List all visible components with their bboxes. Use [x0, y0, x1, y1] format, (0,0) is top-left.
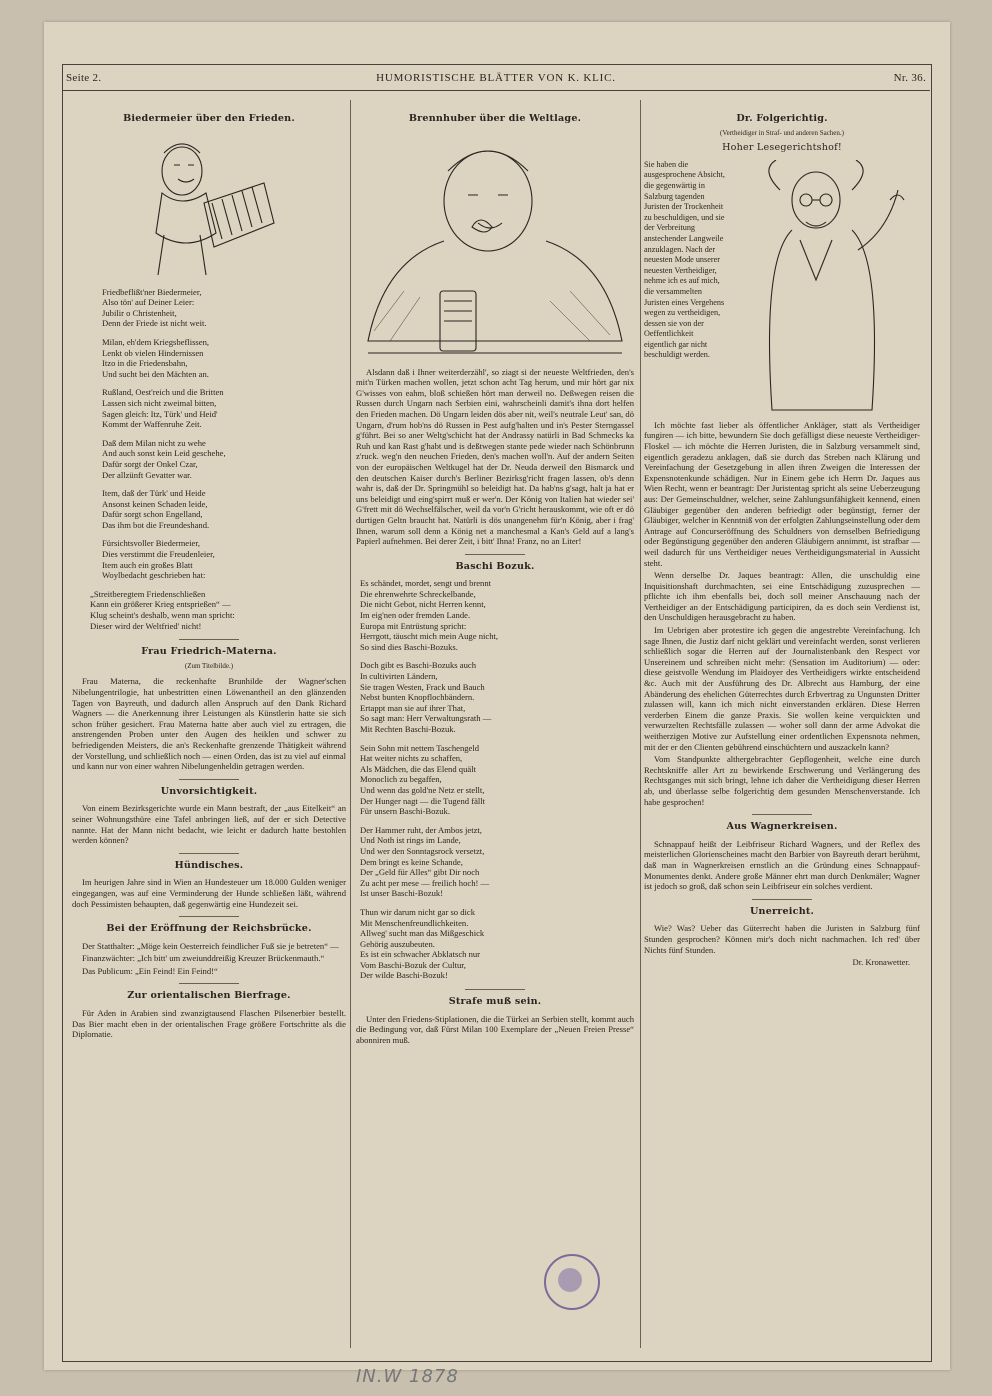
article-title: Aus Wagnerkreisen. [726, 821, 838, 833]
poem-stanza: Daß dem Milan nicht zu wehe And auch sonst kein Leid geschehe, Dafür sorgt der Onkel Czar, Der allzünft Gevatter war. [102, 437, 226, 480]
paragraph: Schnappauf heißt der Leibfriseur Richard Wagners, und der Reflex des meisterlichen Glorienscheines macht den Barbier von Bayreuth derart berühmt, daß man in Wagnerkreisen ernstlich an die Gründung eines Schnappauf-Monumentes denkt. Andere große Männer ehrt man durch Denkmäler; Wagner ist jedoch so groß, daß schon sein Leibfriseur ein solches verdient. [644, 838, 920, 892]
wrap-block [644, 160, 920, 420]
poem-stanza: Es schändet, mordet, sengt und brennt Die ehrenwehrte Schreckelbande, Die nicht Gebot, nicht Herren kennt, Im eig'nen oder fremden Lande. Europa mit Entrüstung spricht: Herrgott, täuscht mich mein Auge nicht, So sind dies Baschi-Bozuks. [360, 578, 499, 652]
poem-stanza: Sein Sohn mit nettem Taschengeld Hat weiter nichts zu schaffen, Als Mädchen, die das Elend quält Monoclich zu begaffen, Und wenn das gold'ne Netz er stellt, Der Hunger nagt — die Tugend fällt Für unsern Baschi-Bozuk. [360, 742, 486, 817]
paragraph: Von einem Bezirksgerichte wurde ein Mann bestraft, der „aus Eitelkeit“ an seiner Wohnungsthüre eine Tafel anbringen ließ, auf der er sich Detective nannte. Hat der Mann nicht bedacht, wie leicht er dadurch hatte bestohlen werden können? [72, 803, 346, 846]
column-2 [356, 110, 634, 1047]
column-divider [350, 100, 351, 1348]
poem-stanza: „Streitberegtem Friedenschließen Kann ein größerer Krieg entsprießen“ — Klug scheint's deshalb, wenn man spricht: Dieser wird der Weltfried' nicht! [90, 588, 235, 631]
accordion-player-icon [134, 131, 284, 281]
divider [179, 853, 239, 854]
paragraph: Alsdann daß i Ihner weiterderzähl', so ziagt si der neueste Weltfrieden, den's mit'n Türken machen wollen, jetzt schon acht Tag herum, und mir hört gar nix G'wisses von eahm, bloß schießen hört man derweil no. Deßwegen reisen die Russen durch Ungarn nach Serbien eini, wahrscheinli damit's ihna dort helfen den Frieden machen. Dö Ungarn leiden dös aber nit, weil's neutrale Leut' san, dö Ungarn, d'rum hob'ns dö Russen in Pest aufg'halten und in's Pester Sterngassel g'führt. Bei so aner Weltg'schicht hat der Andrassy natürli in Bad Schmecks ka Ruh und kan Rast g'habt und is deßtwegen stante pede wieder nach Schönbrunn z'ruck. weg'n den neuchen Frieden, den's machen woll'n. Auf der andern Seiten von der europäischen Weltkugel hat der Dr. Neuda derweil den Bismarck und den deutschen Kaiser durch's Berliner Bezirksg'richt fragen lassen, ob's denn wahr is, daß der Dr. Springmühl so beleidigt hat. Da hab'ns g'sagt, halt ja hat er uns beleidigt und eing'spirrt muß er wer'n. Der König von Italien hat wieder sei' G'frett mit dö Wechselfälscher, weil da vor'n G'richt herauskommt, wie oft er dö durtigen Geltn braucht hat. Natürli is dös unangenehm für'n König, aber i frag' Ihnen, warum soll denn a König net a manchesmal a Kan's Geld auf a lang's Papierl aufnehmen. Bei derer Zeit, i bitt' Ihna! Franz, no an Liter! [356, 366, 634, 547]
paragraph: Wenn derselbe Dr. Jaques beantragt: Allen, die unschuldig eine Inquisitionshaft durchmachten, sei eine Entschädigung zuzusprechen — pflichte ich ihm ebenfalls bei, doch soll meiner Anschauung nach der Vertheidiger an der Entschädigung participiren, da es doch sein Verdienst ist, den Unschuldigen herausgebracht zu haben. [644, 570, 920, 623]
poem-stanza: Milan, eh'dem Kriegsbeflissen, Lenkt ob vielen Hindernissen Itzo in die Friedensbahn, Und sucht bei den Mächten an. [102, 336, 210, 379]
paragraph: Finanzwächter: „Ich bitt' um zweiunddreißig Kreuzer Brückenmauth.“ [82, 953, 325, 964]
beer-drinker-icon [360, 131, 630, 361]
paragraph: Wie? Was? Ueber das Güterrecht haben die Juristen in Salzburg fünf Stunden gesprochen? Können mir's doch nicht nachmachen. Ich red' über Nichts fünf Stunden. [644, 923, 920, 955]
article-title: Baschi Bozuk. [455, 560, 535, 572]
article-title: Unvorsichtigkeit. [160, 785, 258, 797]
publication-title: HUMORISTISCHE BLÄTTER VON K. KLIC. [376, 72, 616, 84]
paragraph: Für Aden in Arabien sind zwanzigtausend Flaschen Pilsenerbier bestellt. Das Bier macht eben in der orientalischen Frage größere Fortschritte als die Diplomatie. [72, 1008, 346, 1040]
salutation: Hoher Lesegerichtshof! [722, 142, 842, 154]
library-stamp-icon [544, 1254, 600, 1310]
article-title: Zur orientalischen Bierfrage. [127, 990, 291, 1002]
paragraph: Das Publicum: „Ein Feind! Ein Feind!“ [82, 965, 218, 976]
divider [465, 554, 525, 555]
article-title: Hündisches. [174, 859, 244, 871]
paragraph: Der Statthalter: „Möge kein Oesterreich feindlicher Fuß sie je betreten“ — [82, 940, 339, 951]
article-title: Brennhuber über die Weltlage. [408, 113, 582, 124]
poem-stanza: Item, daß der Türk' und Heide Ansonst keinen Schaden leide, Dafür sorgt schon Engelland, Das ihm bot die Freundeshand. [102, 488, 210, 530]
paragraph: Unter den Friedens-Stiplationen, die die Türkei an Serbien stellt, kommt auch die Bedingung vor, daß Fürst Milan 100 Exemplare der „Neuen Freien Presse“ abonniren muß. [356, 1013, 634, 1045]
paragraph: Ich möchte fast lieber als öffentlicher Ankläger, statt als Vertheidiger fungiren — ich bitte, bewundern Sie doch gefälligst diese neueste Vertheidiger-Floskel — ich möchte die Herren Juristen, die in Salzburg versammelt sind, eigentlich geradezu anklagen, daß sie durch das Streben nach Klärung und Vereinfachung der Gesetzgebung in allen ihren Zweigen die Interessen der Expensnotenkunde schädigen. Nur in Einem gebe ich Herrn Dr. Jaques aus Wien Recht, wenn er beantragt: Der Juristentag spricht als seine Ueberzeugung aus: Der Gemeinschuldner, welcher, seine Zahlungsunfähigkeit kennend, einen Gläubiger gegenüber den anderen befriedigt oder begünstigt, ferner der Gläubiger, welcher in Kenntniß von der erfolgten Zahlungseinstellung oder dem Antrage auf Concurseröffnung des Schuldners von demselben Befriedigung oder Begünstigung gegenüber den anderen Gläubigern annimmt, ist strafbar — weil dadurch für uns Vertheidiger neues Vertheidigungsmaterial in Aussicht steht. [644, 419, 921, 568]
column-3 [644, 110, 920, 968]
header-rule [62, 90, 930, 91]
paragraph: Frau Materna, die reckenhafte Brunhilde der Wagner'schen Nibelungentrilogie, hat unbestritten einen Löwenantheil an den glänzenden Tagen von Bayreuth, und dadurch allen Anspruch auf den Dank Richard Wagners — die Anerkennung ihrer Leistungen als Künstlerin hatte sie sich schon früher gesichert. Frau Materna hatte aber auch viel zu ertragen, die anstrengenden Proben unter den Augen des heiklen und schwer zu befriedigenden Meisters, die an's Reckenhafte grenzende Thätigkeit während der Vorstellung, und schließlich noch — einen Orden, das ist zu viel auf einmal und kann nur von einer wahren Nibelungenheldin getragen werden. [72, 676, 346, 772]
divider [179, 983, 239, 984]
poem-stanza: Der Hammer ruht, der Ambos jetzt, Und Noth ist rings im Lande, Und wer den Sonntagsrock versetzt, Dem bringt es keine Schande, Der „Geld für Alles“ gibt Dir noch Zu acht per mese — freilich hoch! — Ist unser Baschi-Bozuk! [360, 824, 490, 899]
article-title: Bei der Eröffnung der Reichsbrücke. [106, 923, 312, 935]
poem-stanza: Rußland, Oest'reich und die Britten Lassen sich nicht zweimal bitten, Sagen gleich: Itz, Türk' und Heid' Kommt der Waffenruhe Zeit. [102, 387, 224, 430]
article-title: Unerreicht. [749, 905, 815, 917]
page-number: Seite 2. [66, 72, 102, 84]
paragraph: Im Uebrigen aber protestire ich gegen die angestrebte Vereinfachung. Ich sage Ihnen, die Justiz darf nicht geklärt und vereinfacht werden, sonst verlieren schließlich sogar die Herren auf der Journalistenbank den Respect vor Unsereinem und schreiben nicht mehr: (Sensation im Auditorium) — oder: diese geistvolle Wendung im Plaidoyer des Vertheidigers wirkte entscheidend &c. Auch mit der Ausführung des Dr. Albrecht aus Hamburg, der eine Abänderung des ehelichen Güterrechtes durch Erbvertrag zu Ungunsten Dritter zulassen will, kann ich mich nicht einverstanden erklären. Diese Herren verderben Einem die ganze Praxis. Sie wollen keine verquickten und verwurzelten Rechtsfälle zulassen — woher soll dann der arme Advokat die weitherzigen Motive zur Aufstellung einer ordentlichen Expensnota nehmen, mit der er den Clienten gebührend einschüchtern und auszackeln kann? [644, 625, 920, 752]
article-title: Biedermeier über den Frieden. [123, 113, 295, 124]
article-subtitle: (Zum Titelbilde.) [184, 661, 234, 670]
paragraph: Vom Standpunkte althergebrachter Gepflogenheit, welche eine durch Rechtskniffe aller Art zu bewirkende Erschwerung und Verlängerung des Rechtsganges mit sich bringt, lehne ich daher die Vertheidigung dieser Herren ab, und überlasse selbe folgerichtig dem gesunden Menschenverstande. Ich habe gesprochen! [644, 754, 920, 807]
divider [752, 814, 812, 815]
column-divider [640, 100, 641, 1348]
article-subtitle: (Vertheidiger in Straf- und anderen Sachen.) [719, 128, 844, 137]
article-title: Frau Friedrich-Materna. [141, 646, 277, 658]
article-title: Strafe muß sein. [448, 996, 542, 1008]
divider [179, 916, 239, 917]
issue-number: Nr. 36. [893, 72, 926, 84]
newspaper-page [44, 22, 950, 1387]
lawyer-icon [740, 160, 920, 420]
paragraph: Im heurigen Jahre sind in Wien an Hundesteuer um 18.000 Gulden weniger eingegangen, was auf eine Verminderung der Hunde schließen läßt, während doch Pessimisten behaupten, daß gegenwärtig eine Hundezeit sei. [72, 877, 346, 909]
archive-mark: IN.W 1878 [356, 1366, 459, 1387]
poem-stanza: Fürsichtsvoller Biedermeier, Dies verstimmt die Freudenleier, Item auch ein großes Blatt Woylbedacht geschrieben hat: [102, 538, 215, 581]
article-title: Dr. Folgerichtig. [736, 113, 828, 124]
divider [752, 899, 812, 900]
divider [179, 639, 239, 640]
poem-stanza: Thun wir darum nicht gar so dick Mit Menschenfreundlichkeiten. Allweg' sucht man das Mißgeschick Gehörig auszubeuten. Es ist ein schwacher Abklatsch nur Vom Baschi-Bozuk der Cultur, Der wilde Baschi-Bozuk! [360, 906, 485, 981]
divider [465, 989, 525, 990]
paragraph: Sie haben die ausgesprochene Absicht, die gegenwärtig in Salzburg tagenden Juristen der Trockenheit zu beschuldigen, und sie der Verbreitung anstechender Langweile anzuklagen. Nach der neuesten Mode unserer neuesten Vertheidiger, nehme ich es auf mich, die versammelten Juristen eines Vergehens wegen zu vertheidigen, dessen sie von der Oeffentlichkeit eigentlich gar nicht beschuldigt werden. [644, 159, 725, 360]
divider [179, 779, 239, 780]
poem-stanza: Doch gibt es Baschi-Bozuks auch In cultivirten Ländern, Sie tragen Westen, Frack und Bauch Nebst bunten Knopflochbändern. Ertappt man sie auf ihrer That, So sagt man: Herr Verwaltungsrath — Mit Rechten Baschi-Bozuk. [360, 660, 492, 734]
signature: Dr. Kronawetter. [852, 957, 910, 968]
poem-stanza: Friedbeflißt'ner Biedermeier, Also tön' auf Deiner Leier: Jubilir o Christenheit, Denn der Friede ist nicht weit. [102, 286, 207, 329]
column-1 [72, 110, 346, 1042]
